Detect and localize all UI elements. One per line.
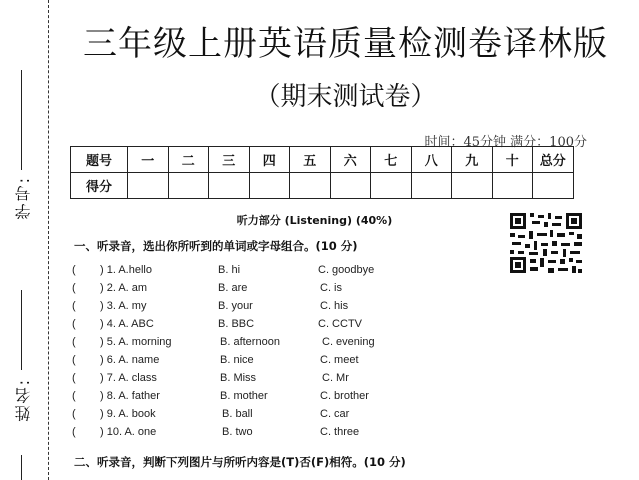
option-a: ) 10. A. one: [100, 426, 157, 438]
question-2-title: 二、听录音，判断下列图片与所听内容是(T)否(F)相符。(10 分): [74, 455, 406, 469]
option-c: C. car: [320, 408, 350, 420]
answer-paren: (: [72, 264, 76, 276]
score-header-cell: 一: [128, 147, 169, 173]
score-header-cell: 五: [290, 147, 331, 173]
option-c: C. Mr: [322, 372, 349, 384]
score-header-cell: 题号: [71, 147, 128, 173]
score-value-row: [71, 173, 574, 199]
option-b: B. ball: [222, 408, 253, 420]
option-c: C. is: [320, 282, 342, 294]
score-cell: [128, 173, 169, 199]
score-cell: [492, 173, 533, 199]
option-a: ) 3. A. my: [100, 300, 147, 312]
score-header-cell: 三: [209, 147, 250, 173]
option-c: C. goodbye: [318, 264, 375, 276]
option-b: B. BBC: [218, 318, 255, 330]
student-id-line: [21, 70, 22, 170]
answer-paren: (: [72, 390, 76, 402]
option-a: ) 7. A. class: [100, 372, 157, 384]
time-score-info: 时间：45分钟 满分：100分: [424, 135, 587, 150]
answer-paren: (: [72, 426, 76, 438]
score-header-row: [71, 147, 574, 173]
answer-paren: (: [72, 282, 76, 294]
listening-section-title: 听力部分 (Listening) (40%): [236, 214, 393, 227]
score-header-cell: 总分: [533, 147, 574, 173]
option-c: C. meet: [320, 354, 359, 366]
score-header-cell: 六: [330, 147, 371, 173]
option-b: B. hi: [218, 264, 241, 276]
score-cell: [168, 173, 209, 199]
option-c: C. three: [320, 426, 360, 438]
score-cell: [330, 173, 371, 199]
option-a: ) 2. A. am: [100, 282, 148, 294]
option-a: ) 1. A.hello: [100, 264, 152, 276]
answer-paren: (: [72, 408, 76, 420]
side-line-bottom: [21, 455, 22, 480]
student-name-line: [21, 290, 22, 370]
option-a: ) 9. A. book: [100, 408, 156, 420]
binding-dashed-line: [48, 0, 49, 480]
option-b: B. are: [218, 282, 248, 294]
page-subtitle: （期末测试卷）: [254, 82, 437, 112]
score-cell: [411, 173, 452, 199]
option-b: B. nice: [220, 354, 254, 366]
option-b: B. Miss: [220, 372, 257, 384]
answer-paren: (: [72, 354, 76, 366]
option-a: ) 8. A. father: [100, 390, 160, 402]
score-table: [70, 146, 574, 199]
score-header-cell: 四: [249, 147, 290, 173]
qr-code-icon: [508, 211, 584, 275]
option-a: ) 4. A. ABC: [100, 318, 154, 330]
answer-paren: (: [72, 372, 76, 384]
option-c: C. evening: [322, 336, 375, 348]
option-b: B. mother: [220, 390, 268, 402]
student-id-label: 学号:: [14, 176, 33, 220]
option-b: B. afternoon: [220, 336, 280, 348]
option-c: C. CCTV: [318, 318, 362, 330]
score-row-label: 得分: [71, 173, 128, 199]
student-name-label: 姓名:: [14, 378, 33, 422]
score-header-cell: 九: [452, 147, 493, 173]
score-cell: [209, 173, 250, 199]
answer-paren: (: [72, 300, 76, 312]
answer-paren: (: [72, 318, 76, 330]
score-cell: [371, 173, 412, 199]
score-header-cell: 十: [492, 147, 533, 173]
score-cell: [452, 173, 493, 199]
option-a: ) 5. A. morning: [100, 336, 172, 348]
score-cell: [533, 173, 574, 199]
score-cell: [249, 173, 290, 199]
option-b: B. two: [222, 426, 253, 438]
score-header-cell: 八: [411, 147, 452, 173]
option-b: B. your: [218, 300, 253, 312]
option-c: C. brother: [320, 390, 369, 402]
answer-paren: (: [72, 336, 76, 348]
score-cell: [290, 173, 331, 199]
option-c: C. his: [320, 300, 349, 312]
score-header-cell: 二: [168, 147, 209, 173]
score-header-cell: 七: [371, 147, 412, 173]
question-1-title: 一、听录音，选出你所听到的单词或字母组合。(10 分): [74, 239, 358, 253]
page-title: 三年级上册英语质量检测卷译林版: [83, 24, 608, 64]
option-a: ) 6. A. name: [100, 354, 160, 366]
